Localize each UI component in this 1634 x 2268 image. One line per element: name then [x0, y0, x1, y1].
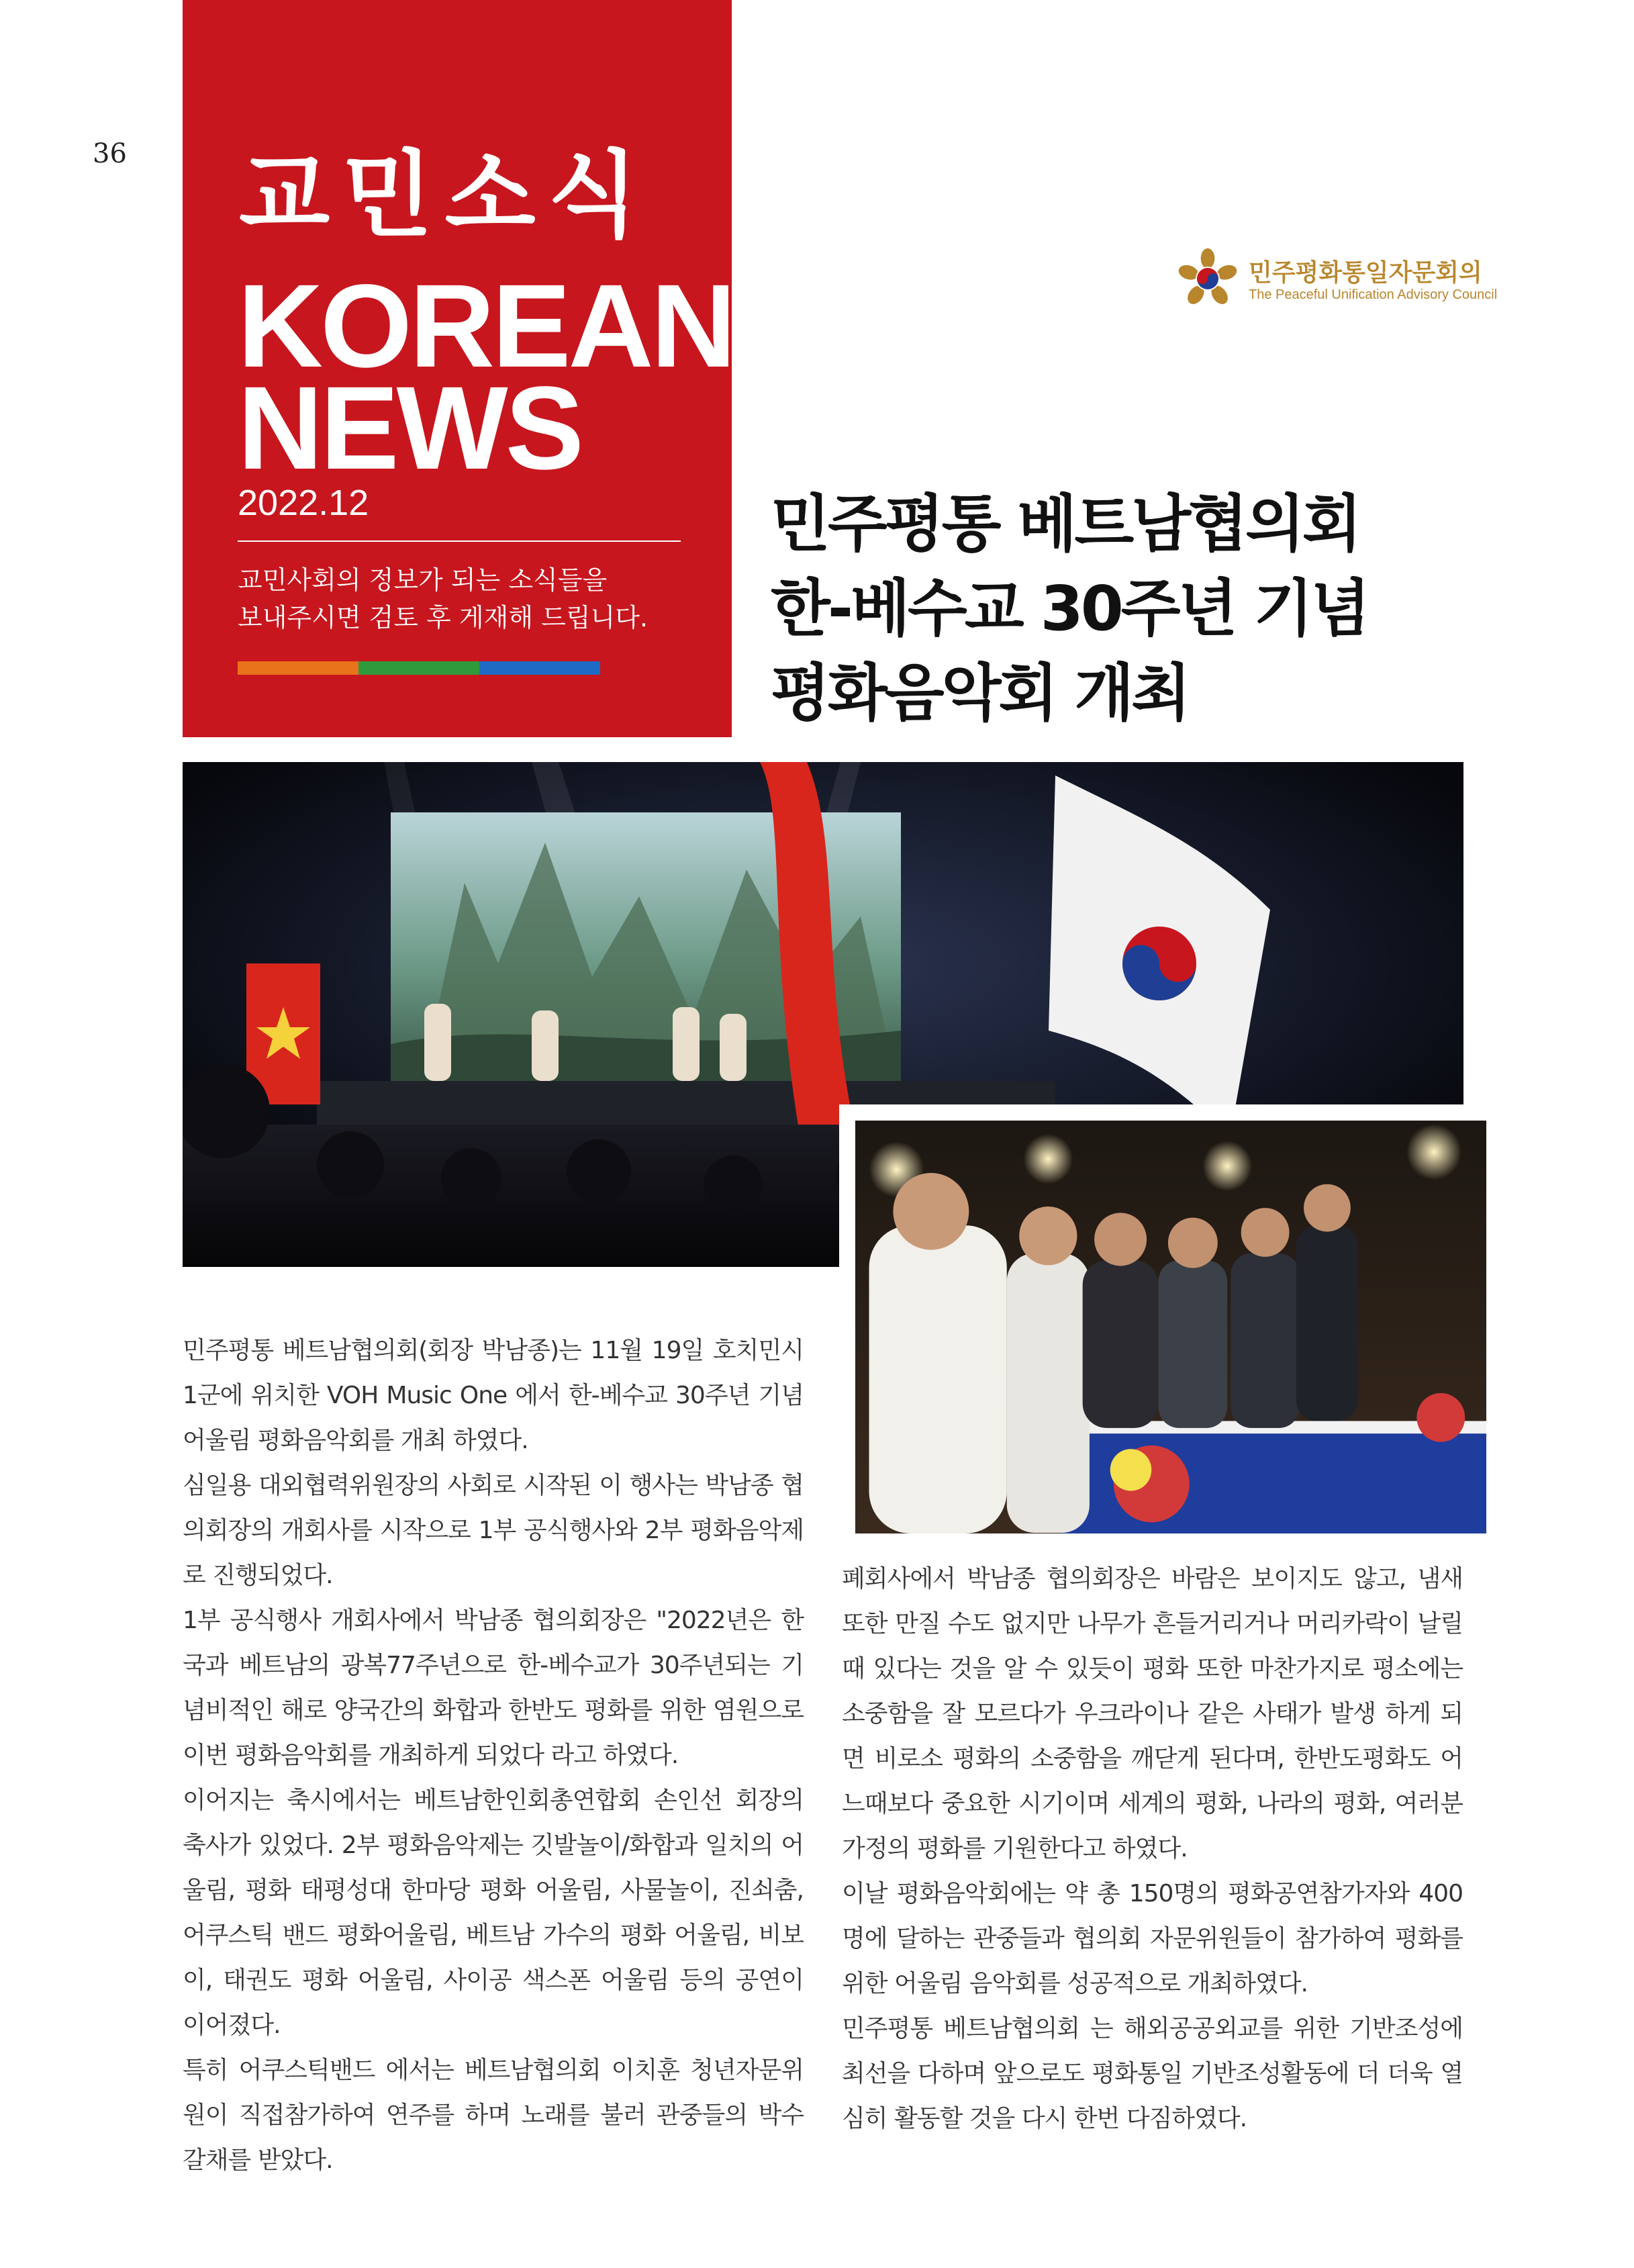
section-title-korean: 교민소식 — [239, 141, 651, 250]
header-divider — [238, 540, 681, 542]
body-paragraph: 이날 평화음악회에는 약 총 150명의 평화공연참가자와 400명에 달하는 관중들과 협의회 자문위원들이 참가하여 평화를 위한 어울림 음악회를 성공적으로 개최하였다. — [842, 1880, 1463, 1997]
accent-bar-blue — [479, 661, 600, 675]
article-body-right-column — [842, 1556, 1463, 2141]
guests-image-illustration — [855, 1121, 1486, 1533]
accent-bar-orange — [238, 661, 358, 675]
issue-date: 2022.12 — [238, 483, 369, 523]
headline-line-3: 평화음악회 개최 — [771, 657, 1189, 729]
accent-bar-green — [358, 661, 479, 675]
headline-line-2: 한-베수교 30주년 기념 — [771, 573, 1368, 645]
body-paragraph: 폐회사에서 박남종 협의회장은 바람은 보이지도 않고, 냄새 또한 만질 수도 없지만 나무가 흔들거리거나 머리카락이 날릴 때 있다는 것을 알 수 있듯이 평화 또한 마찬가지로 평소에는 소중함을 잘 모르다가 우크라이나 같은 사태가 발생 하게 되면 비로소 평화의 소중함을 깨닫게 된다며, 한반도평화도 어느때보다 중요한 시기이며 세계의 평화, 나라의 평화, 여러분 가정의 평화를 기원한다고 하였다. — [842, 1565, 1463, 1862]
puac-logo — [1176, 247, 1498, 312]
body-paragraph: 민주평통 베트남협의회(회장 박남종)는 11월 19일 호치민시 1군에 위치한 VOH Music One 에서 한-베수교 30주년 기념 어울림 평화음악회를 개최 하였다. — [183, 1337, 804, 1454]
notice-line-2: 보내주시면 검토 후 게재해 드립니다. — [238, 603, 648, 632]
standing-guests-photo — [839, 1104, 1486, 1533]
submission-notice — [238, 561, 681, 636]
headline-line-1: 민주평통 베트남협의회 — [771, 488, 1359, 560]
body-paragraph: 심일용 대외협력위원장의 사회로 시작된 이 행사는 박남종 협의회장의 개회사를 시작으로 1부 공식행사와 2부 평화음악제로 진행되었다. — [183, 1472, 804, 1589]
article-headline — [771, 482, 1509, 736]
body-paragraph: 1부 공식행사 개회사에서 박남종 협의회장은 "2022년은 한국과 베트남의 광복77주년으로 한-베수교가 30주년되는 기념비적인 해로 양국간의 화합과 한반도 평화를 위한 염원으로 이번 평화음악회를 개최하게 되었다 라고 하였다. — [183, 1607, 804, 1769]
article-body-left-column — [183, 1328, 804, 2183]
puac-name-korean: 민주평화통일자문회의 — [1249, 259, 1482, 287]
body-paragraph: 민주평통 베트남협의회 는 해외공공외교를 위한 기반조성에 최선을 다하며 앞으로도 평화통일 기반조성활동에 더 더욱 열심히 활동할 것을 다시 한번 다짐하였다. — [842, 2015, 1463, 2132]
section-title-english-line1: KOREAN — [238, 261, 734, 392]
section-header-block — [183, 0, 732, 737]
section-title-english-line2: NEWS — [238, 363, 581, 494]
puac-name-english: The Peaceful Unification Advisory Council — [1249, 287, 1498, 302]
puac-emblem-icon — [1176, 247, 1239, 310]
page-number: 36 — [93, 138, 127, 169]
body-paragraph: 이어지는 축시에서는 베트남한인회총연합회 손인선 회장의 축사가 있었다. 2부 평화음악제는 깃발놀이/화합과 일치의 어울림, 평화 태평성대 한마당 평화 어울림, 사물놀이, 진쇠춤, 어쿠스틱 밴드 평화어울림, 베트남 가수의 평화 어울림, 비보이, 태권도 평화 어울림, 사이공 색스폰 어울림 등의 공연이 이어졌다. — [183, 1787, 804, 2039]
notice-line-1: 교민사회의 정보가 되는 소식들을 — [238, 565, 608, 595]
body-paragraph: 특히 어쿠스틱밴드 에서는 베트남협의회 이치훈 청년자문위원이 직접참가하여 연주를 하며 노래를 불러 관중들의 박수 갈채를 받았다. — [183, 2057, 804, 2174]
